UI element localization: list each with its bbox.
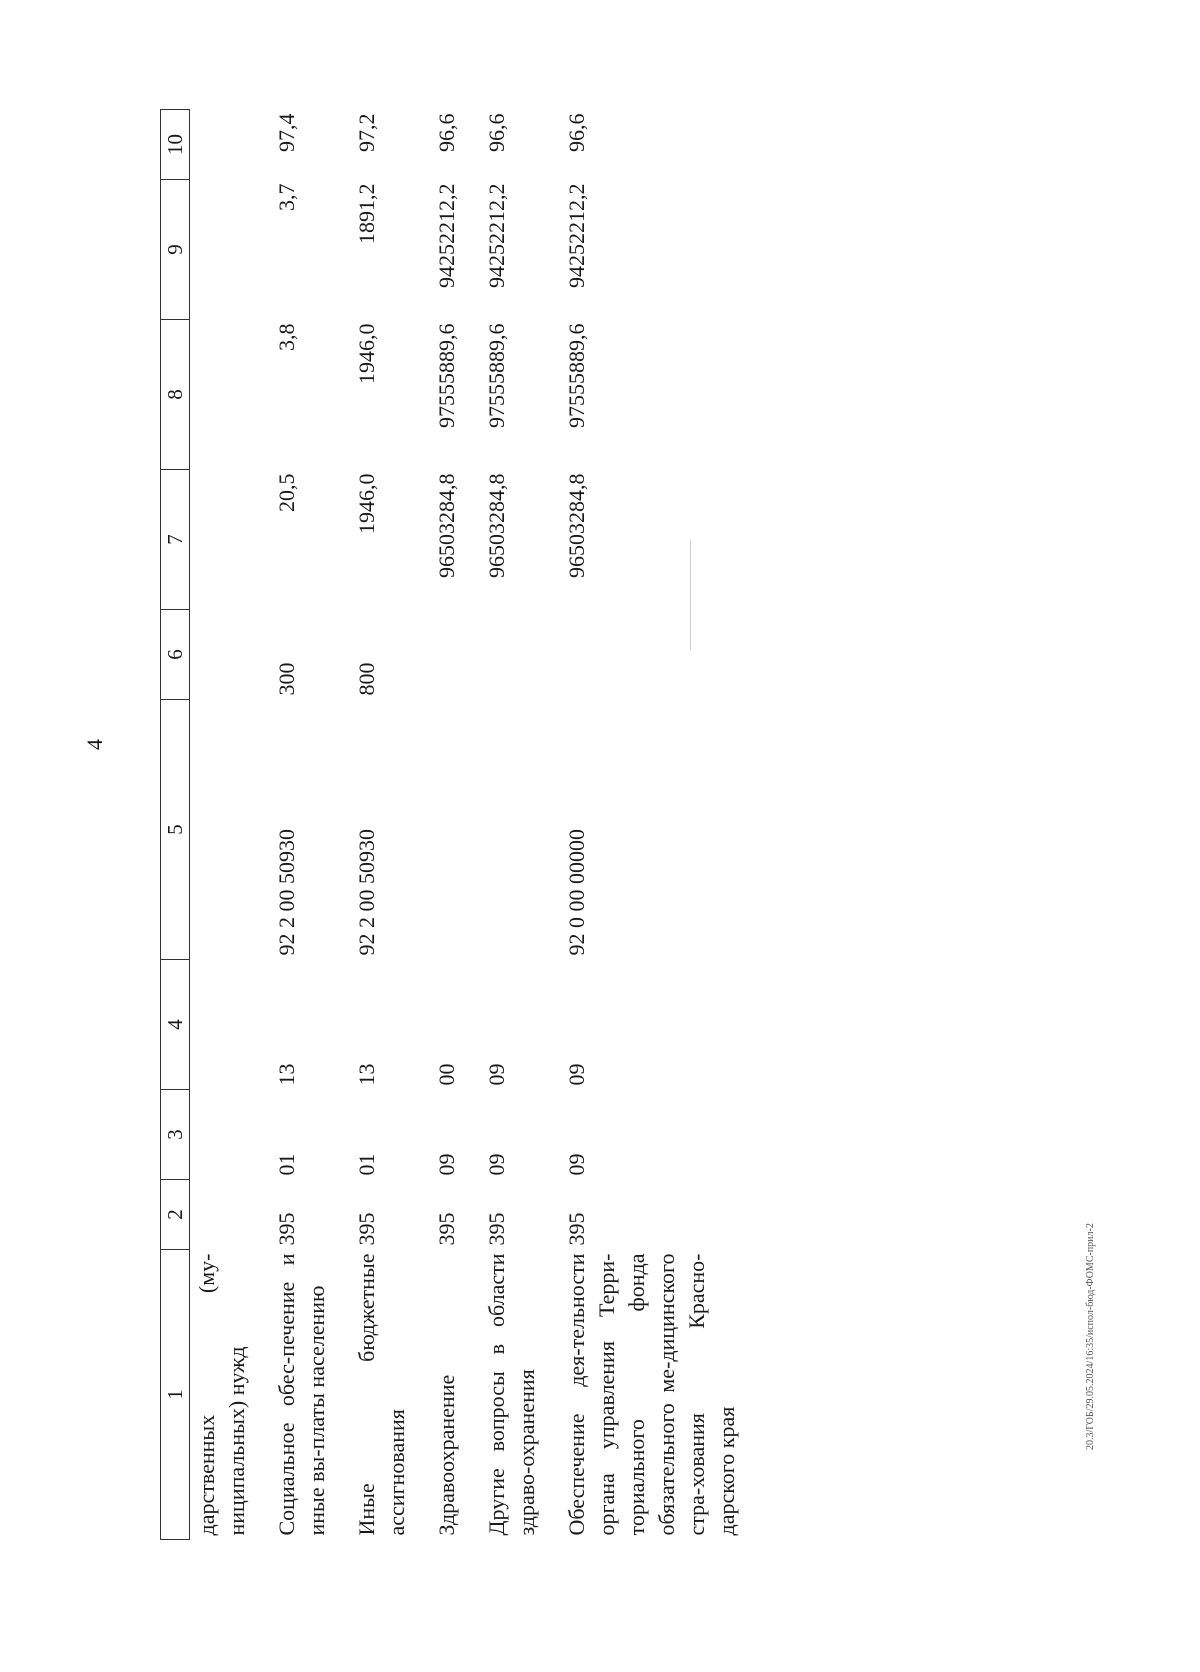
cell-col10: 97,2 xyxy=(354,113,379,152)
cell-col8: 3,8 xyxy=(274,323,299,351)
cell-section: 09 xyxy=(564,1153,589,1176)
row-name: Другие вопросы в области здраво-охранения xyxy=(484,1253,539,1536)
column-header-5: 5 xyxy=(161,700,190,960)
table-row xyxy=(430,110,480,1540)
cell-section xyxy=(190,1090,271,1180)
cell-col7: 20,5 xyxy=(274,473,299,512)
scan-artifact-line xyxy=(690,540,691,650)
cell-section: 09 xyxy=(434,1153,459,1176)
row-name: Здравоохранение xyxy=(434,1374,459,1536)
cell-target-code xyxy=(190,700,271,960)
cell-expense-type: 800 xyxy=(354,662,379,696)
cell-col7: 96503284,8 xyxy=(434,473,459,578)
cell-col7 xyxy=(190,470,271,610)
cell-col9: 3,7 xyxy=(274,183,299,211)
column-header-4: 4 xyxy=(161,960,190,1090)
cell-col9: 1891,2 xyxy=(354,183,379,244)
cell-target-code: 92 2 00 50930 xyxy=(354,829,379,956)
cell-col10: 96,6 xyxy=(564,113,589,152)
cell-col8: 97555889,6 xyxy=(434,323,459,428)
cell-expense-type xyxy=(430,610,480,700)
cell-col7: 96503284,8 xyxy=(564,473,589,578)
cell-section: 01 xyxy=(354,1153,379,1176)
column-header-1: 1 xyxy=(161,1250,190,1540)
cell-subsection: 13 xyxy=(354,1063,379,1086)
row-name: Иные бюджетные ассигнования xyxy=(354,1253,409,1536)
cell-admin-code: 395 xyxy=(484,1212,509,1246)
table-row xyxy=(190,110,271,1540)
rotated-page-content xyxy=(82,110,1020,1540)
cell-col10: 97,4 xyxy=(274,113,299,152)
column-header-10: 10 xyxy=(161,110,190,180)
table-header xyxy=(161,110,190,1540)
cell-admin-code: 395 xyxy=(564,1212,589,1246)
cell-admin-code: 395 xyxy=(434,1212,459,1246)
cell-subsection: 09 xyxy=(484,1063,509,1086)
cell-col8: 97555889,6 xyxy=(564,323,589,428)
budget-table xyxy=(160,109,760,1540)
cell-col10: 96,6 xyxy=(434,113,459,152)
cell-expense-type xyxy=(560,610,760,700)
cell-col8: 1946,0 xyxy=(354,323,379,384)
table-body xyxy=(190,110,761,1540)
column-header-7: 7 xyxy=(161,470,190,610)
column-header-2: 2 xyxy=(161,1180,190,1250)
cell-col9: 94252212,2 xyxy=(564,183,589,288)
page-number: 4 xyxy=(82,739,107,750)
cell-col8: 97555889,6 xyxy=(484,323,509,428)
header-row xyxy=(161,110,190,1540)
table-row xyxy=(560,110,760,1540)
cell-col9: 94252212,2 xyxy=(484,183,509,288)
cell-expense-type xyxy=(480,610,560,700)
cell-admin-code xyxy=(190,1180,271,1250)
cell-col10: 96,6 xyxy=(484,113,509,152)
cell-expense-type xyxy=(190,610,271,700)
table-row xyxy=(480,110,560,1540)
cell-target-code: 92 0 00 00000 xyxy=(564,829,589,956)
cell-subsection xyxy=(190,960,271,1090)
cell-target-code xyxy=(480,700,560,960)
cell-col10 xyxy=(190,110,271,180)
cell-subsection: 09 xyxy=(564,1063,589,1086)
cell-col7: 96503284,8 xyxy=(484,473,509,578)
cell-expense-type: 300 xyxy=(274,662,299,696)
footer-document-code: 20.3/ГОБ/29.05.2024/16:35/испол-бюд-ФОМС-прил-2 xyxy=(1085,1223,1096,1450)
cell-col9 xyxy=(190,180,271,320)
row-name: Обеспечение дея-тельности органа управления Терри-ториального фонда обязательного ме-дицинского стра-хования Красно-дарского края xyxy=(564,1253,739,1536)
column-header-6: 6 xyxy=(161,610,190,700)
table-row xyxy=(270,110,350,1540)
cell-section: 01 xyxy=(274,1153,299,1176)
row-name: дарственных (му-ниципальных) нужд xyxy=(194,1253,249,1536)
column-header-3: 3 xyxy=(161,1090,190,1180)
cell-col9: 94252212,2 xyxy=(434,183,459,288)
cell-section: 09 xyxy=(484,1153,509,1176)
cell-col8 xyxy=(190,320,271,470)
cell-target-code: 92 2 00 50930 xyxy=(274,829,299,956)
row-name: Социальное обес-печение и иные вы-платы населению xyxy=(274,1253,329,1536)
cell-admin-code: 395 xyxy=(274,1212,299,1246)
cell-col7: 1946,0 xyxy=(354,473,379,534)
column-header-8: 8 xyxy=(161,320,190,470)
cell-subsection: 00 xyxy=(434,1063,459,1086)
table-row xyxy=(350,110,430,1540)
cell-target-code xyxy=(430,700,480,960)
cell-subsection: 13 xyxy=(274,1063,299,1086)
cell-admin-code: 395 xyxy=(354,1212,379,1246)
column-header-9: 9 xyxy=(161,180,190,320)
